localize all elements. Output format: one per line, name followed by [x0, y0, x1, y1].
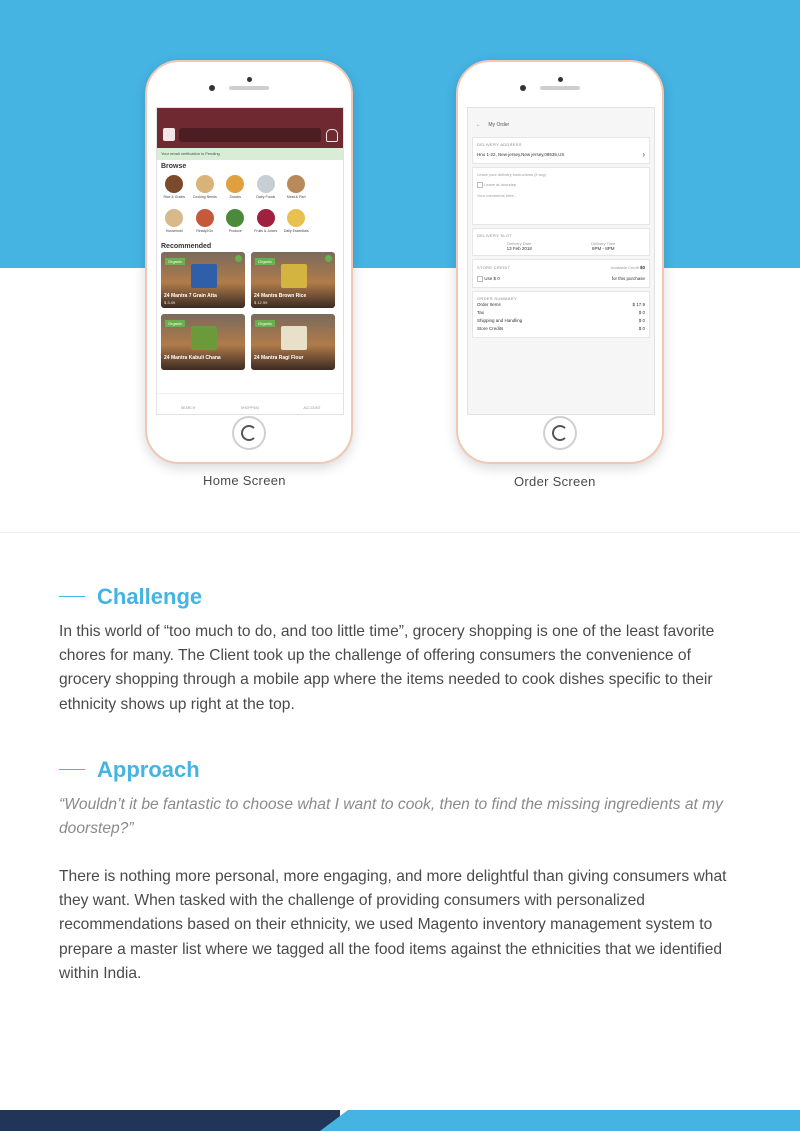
category-item[interactable]: Dairy Foods — [251, 172, 282, 206]
home-screen-caption: Home Screen — [203, 473, 286, 488]
product-image — [281, 264, 307, 288]
purchase-label: for this purchase — [611, 276, 645, 281]
tab-shopping[interactable]: SHOPPING — [240, 406, 260, 410]
home-button — [232, 416, 266, 450]
tab-account[interactable]: ACCOUNT — [303, 406, 321, 410]
recommended-title: Recommended — [161, 243, 212, 250]
search-input[interactable] — [179, 128, 321, 142]
comments-field[interactable]: Your comments here... — [477, 193, 518, 198]
speaker-grille — [229, 86, 269, 90]
camera-icon — [247, 77, 252, 82]
bottom-tab-bar — [157, 393, 343, 414]
product-name: 24 Mantra Kabuli Chana — [164, 355, 221, 361]
footer-bar-dark — [0, 1110, 340, 1131]
approach-text: There is nothing more personal, more engaging, and more delightful than giving consumers what they want. When tasked with the challenge of providing consumers with personalized recommendations based on their ethnicity, we used Magento inventory management system to prepare a master list where we tagged all the food items against the ethnicities that we identified within India. — [59, 868, 727, 982]
check-icon — [235, 255, 242, 262]
delivery-date: 13 Feb 2018 — [506, 246, 532, 251]
order-summary-label: ORDER SUMMARY — [477, 296, 517, 301]
chevron-right-icon[interactable]: › — [642, 150, 645, 159]
use-label: Use — [484, 276, 493, 281]
browse-grid — [157, 172, 343, 240]
order-screen — [467, 107, 655, 415]
showcase-area — [0, 268, 800, 533]
category-item[interactable]: Daily Essentials — [281, 206, 312, 240]
delivery-slot-block[interactable] — [472, 228, 650, 256]
home-button — [543, 416, 577, 450]
product-card[interactable] — [161, 314, 245, 370]
delivery-date-label: Delivery Date — [507, 241, 532, 246]
category-item[interactable]: Rice & Grains — [159, 172, 190, 206]
heading-dash — [59, 596, 85, 597]
approach-title: Approach — [97, 757, 200, 782]
recommended-grid — [157, 252, 343, 370]
instructions-block — [472, 167, 650, 225]
order-screen-caption: Order Screen — [514, 474, 596, 489]
summary-row: Order Items $ 17.9 — [477, 302, 645, 307]
back-arrow-icon[interactable]: ← — [476, 122, 481, 128]
category-item[interactable]: Ready2Go — [190, 206, 221, 240]
product-image — [281, 326, 307, 350]
check-icon — [325, 255, 332, 262]
available-credit: $0 — [639, 265, 645, 270]
category-item[interactable]: Household — [159, 206, 190, 240]
product-name: 24 Mantra Ragi Flour — [254, 355, 304, 361]
order-summary-block — [472, 291, 650, 338]
category-item[interactable]: Cooking Needs — [190, 172, 221, 206]
bell-icon[interactable] — [326, 129, 338, 142]
product-name: 24 Mantra Brown Rice — [254, 293, 307, 299]
summary-row: Tax $ 0 — [477, 310, 645, 315]
category-item[interactable]: Meat & Fish — [281, 172, 312, 206]
camera-icon — [558, 77, 563, 82]
speaker-grille — [540, 86, 580, 90]
order-screen-phone — [456, 60, 664, 464]
home-screen — [156, 107, 344, 415]
heading-dash — [59, 769, 85, 770]
use-value: $ 0 — [493, 276, 500, 281]
footer-bar-light — [320, 1110, 800, 1131]
instructions-label: Leave your delivery instructions (if any) — [477, 172, 547, 177]
doorstep-checkbox[interactable] — [477, 182, 483, 188]
home-screen-phone — [145, 60, 353, 464]
product-image — [191, 264, 217, 288]
summary-row: Store Credits $ 0 — [477, 326, 645, 331]
delivery-address-label: DELIVERY ADDRESS — [477, 142, 522, 147]
product-price: $ 12.99 — [254, 300, 268, 305]
organic-tag: Organic — [165, 320, 185, 327]
leave-at-door-label: Leave at doorstep — [484, 182, 517, 188]
summary-row: Shipping and Handling $ 0 — [477, 318, 645, 323]
product-card[interactable] — [161, 252, 245, 308]
challenge-title: Challenge — [97, 584, 203, 609]
use-credit-checkbox[interactable] — [477, 276, 483, 282]
sensor-icon — [520, 85, 526, 91]
category-item[interactable]: Fruits & Juices — [251, 206, 282, 240]
category-item[interactable]: Produce — [220, 206, 251, 240]
verification-notice: Your email verification is Pending — [157, 148, 343, 160]
organic-tag: Organic — [165, 258, 185, 265]
organic-tag: Organic — [255, 320, 275, 327]
delivery-address-block[interactable] — [472, 137, 650, 164]
approach-quote: “Wouldn’t it be fantastic to choose what I want to cook, then to find the missing ingredients at my doorstep?” — [59, 796, 723, 838]
product-card[interactable] — [251, 314, 335, 370]
browse-title: Browse — [161, 163, 187, 170]
app-header — [157, 108, 343, 148]
delivery-time-label: Delivery Time — [591, 241, 616, 246]
category-item[interactable]: Snacks — [220, 172, 251, 206]
product-image — [191, 326, 217, 350]
delivery-address: Hno 1-22, New jersey,New jersey,08535,US — [477, 152, 565, 157]
shopping-bag-icon[interactable] — [163, 128, 175, 141]
organic-tag: Organic — [255, 258, 275, 265]
delivery-slot-label: DELIVERY SLOT — [477, 233, 513, 238]
challenge-text: In this world of “too much to do, and too little time”, grocery shopping is one of the least favorite chores for many. The Client took up the challenge of offering consumers the convenience of grocery shopping through a mobile app where the items needed to cook dishes specific to their ethnicity shows up right at the top. — [59, 623, 715, 713]
store-credit-block — [472, 259, 650, 288]
challenge-heading — [59, 584, 202, 610]
store-credit-label: STORE CREDIT — [477, 265, 511, 270]
order-title: My Order — [488, 122, 510, 128]
order-header — [468, 108, 654, 134]
tab-search[interactable]: SEARCH — [180, 406, 196, 410]
product-name: 24 Mantra 7 Grain Atta — [164, 293, 217, 299]
hero-background — [0, 0, 800, 268]
product-price: $ 3.49 — [164, 300, 176, 305]
sensor-icon — [209, 85, 215, 91]
approach-heading — [59, 757, 200, 783]
delivery-time: 6PM - 8PM — [591, 246, 615, 251]
available-credit-label: Available Credit — [610, 265, 639, 270]
product-card[interactable] — [251, 252, 335, 308]
